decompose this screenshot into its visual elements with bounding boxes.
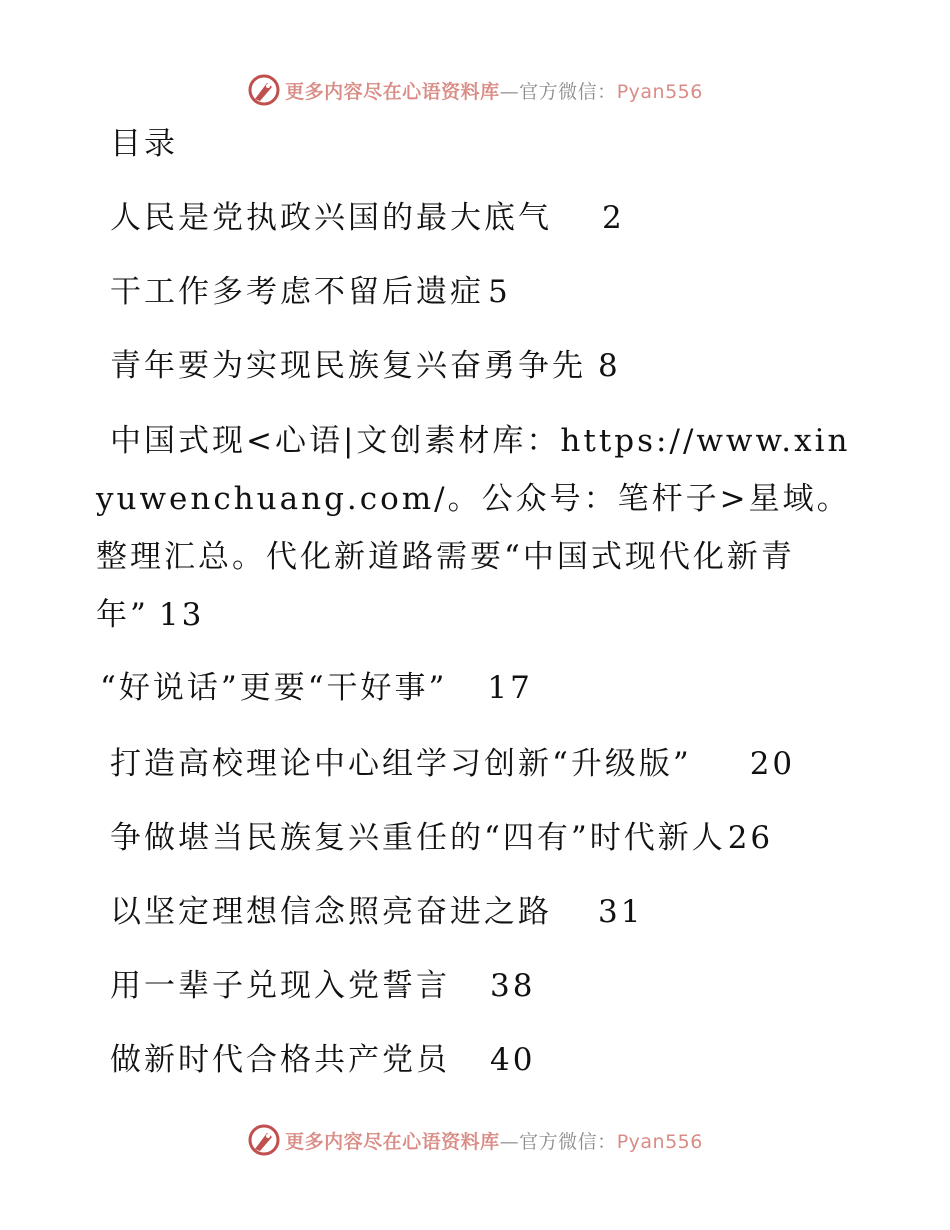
toc-entry-page: 40 [490, 1042, 536, 1078]
toc-entry[interactable] [110, 1038, 535, 1082]
footer-banner [0, 1118, 950, 1162]
toc-entry-page: 38 [490, 968, 536, 1004]
toc-entry-title: 用一辈子兑现入党誓言 [110, 968, 450, 1004]
toc-entry[interactable] [110, 816, 773, 860]
toc-entry-title: 青年要为实现民族复兴奋勇争先 [110, 348, 586, 384]
banner-wechat-label: 官方微信： [519, 80, 617, 103]
banner-main-text: 更多内容尽在心语资料库 [285, 1130, 500, 1153]
toc-entry-title: 中国式现<心语|文创素材库：https://www.xinyuwenchuang.com/。公众号：笔杆子>星域。整理汇总。代化新道路需要“中国式现代化新青年” [96, 423, 851, 633]
toc-entry[interactable] [100, 666, 533, 710]
toc-entry-page: 17 [487, 670, 533, 706]
toc-entry-page: 5 [488, 274, 511, 310]
toc-entry-title: 以坚定理想信念照亮奋进之路 [110, 894, 552, 930]
toc-entry-page: 20 [749, 746, 796, 782]
toc-entry[interactable] [110, 270, 511, 314]
toc-entry-page: 26 [727, 820, 774, 856]
banner-wechat-id: Pyan556 [616, 80, 703, 103]
toc-entry-title: 争做堪当民族复兴重任的“四有”时代新人 [110, 820, 726, 856]
header-banner [0, 68, 950, 112]
toc-entry[interactable] [110, 196, 625, 240]
toc-entry-title: “好说话”更要“干好事” [100, 670, 448, 706]
toc-entry-title: 打造高校理论中心组学习创新“升级版” [110, 746, 692, 782]
toc-entry[interactable] [96, 412, 856, 644]
pen-nib-logo-icon [247, 73, 281, 107]
toc-entry[interactable] [110, 344, 621, 388]
toc-entry-title: 做新时代合格共产党员 [110, 1042, 450, 1078]
toc-entry-page: 2 [602, 200, 625, 236]
toc-entry[interactable] [110, 890, 643, 934]
banner-main-text: 更多内容尽在心语资料库 [285, 80, 500, 103]
banner-separator: — [499, 1130, 520, 1153]
toc-entry-page: 31 [598, 894, 644, 930]
toc-entry-title: 人民是党执政兴国的最大底气 [110, 200, 552, 236]
toc-entry[interactable] [110, 964, 535, 1008]
toc-entry-page: 8 [598, 348, 621, 384]
banner-wechat-label: 官方微信： [519, 1130, 617, 1153]
banner-wechat-id: Pyan556 [616, 1130, 703, 1153]
toc-entry[interactable] [110, 742, 795, 786]
pen-nib-logo-icon [247, 1123, 281, 1157]
banner-separator: — [499, 80, 520, 103]
toc-entry-title: 干工作多考虑不留后遗症 [110, 274, 484, 310]
toc-title: 目录 [110, 126, 178, 162]
toc-entry-page: 13 [158, 597, 205, 633]
